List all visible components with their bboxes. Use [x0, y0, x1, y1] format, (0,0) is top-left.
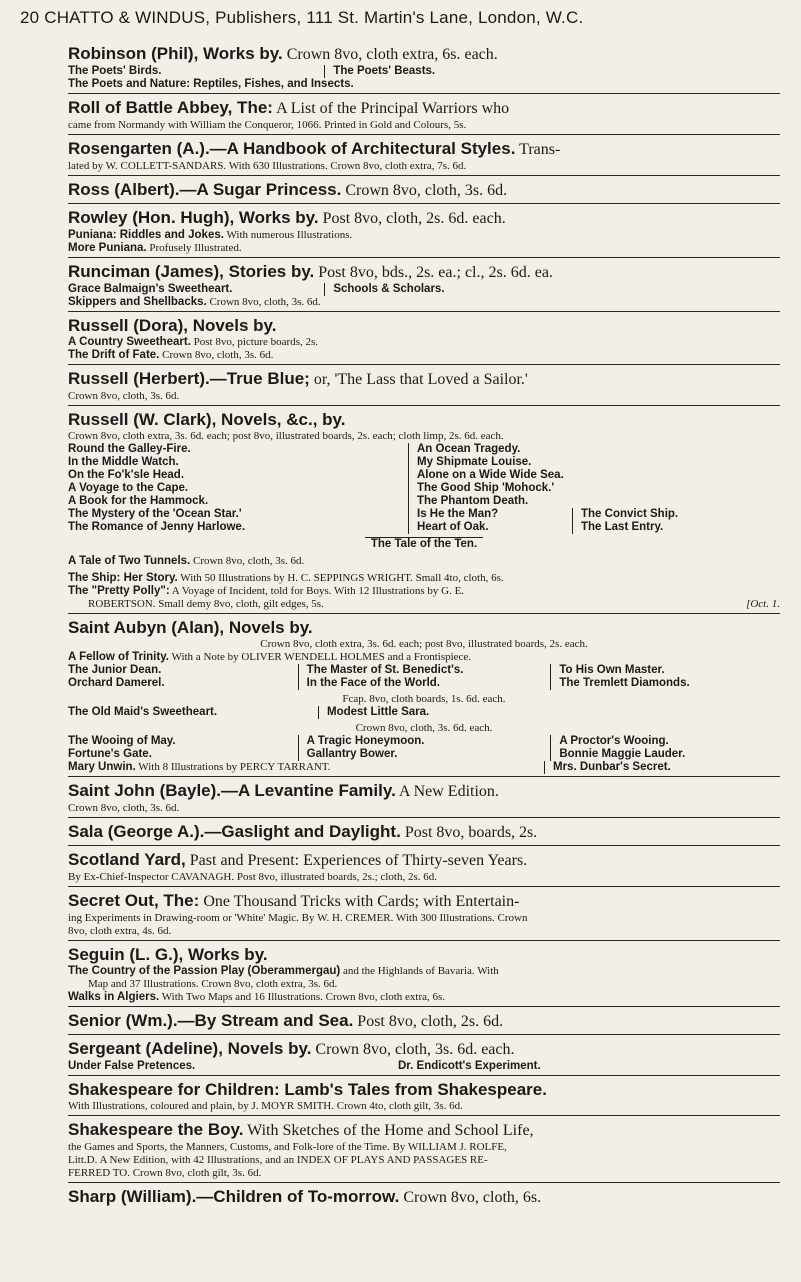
entry-heading: Senior (Wm.).—By Stream and Sea. [68, 1011, 354, 1030]
entry-russell-herbert [68, 369, 780, 406]
book-title: The Mystery of the 'Ocean Star.' [68, 508, 242, 520]
book-detail: With 8 Illustrations by PERCY TARRANT. [135, 761, 331, 773]
book-title: To His Own Master. [550, 664, 780, 677]
book-title: The Master of St. Benedict's. [298, 664, 551, 677]
entry-heading: Runciman (James), Stories by. [68, 262, 315, 281]
book-title: Grace Balmaign's Sweetheart. [68, 283, 233, 295]
book-title: The Romance of Jenny Harlowe. [68, 521, 246, 533]
entry-heading-rest: Post 8vo, cloth, 2s. 6d. each. [318, 210, 506, 227]
book-title: A Tale of Two Tunnels. [68, 555, 191, 567]
book-detail: A Voyage of Incident, told for Boys. With 12 Illustrations by G. E. [169, 585, 465, 597]
book-title: Mrs. Dunbar's Secret. [544, 761, 780, 774]
book-title: Is He the Man? [417, 508, 499, 520]
book-title: The Ship: Her Story. [68, 572, 178, 584]
entry-heading-rest: A List of the Principal Warriors who [272, 100, 510, 117]
book-title: The Poets' Birds. [68, 65, 162, 77]
entry-sergeant [68, 1039, 780, 1076]
entry-heading-rest: or, 'The Lass that Loved a Sailor.' [309, 371, 528, 388]
entry-heading: Rosengarten (A.).—A Handbook of Architectural Styles. [68, 139, 516, 158]
book-title: A Book for the Hammock. [68, 495, 209, 507]
entry-heading: Shakespeare the Boy. [68, 1120, 244, 1139]
book-title: The Old Maid's Sweetheart. [68, 706, 218, 718]
entry-heading: Russell (W. Clark), Novels, &c., by. [68, 410, 346, 429]
entry-heading: Sharp (William).—Children of To-morrow. [68, 1187, 400, 1206]
entry-russell-dora [68, 316, 780, 365]
book-title: The Tremlett Diamonds. [550, 677, 780, 690]
entry-detail: Crown 8vo, cloth extra, 3s. 6d. each; post 8vo, illustrated boards, 2s. each. [260, 638, 588, 650]
publication-date: [Oct. 1. [746, 598, 780, 610]
entry-seguin [68, 945, 780, 1007]
entry-ross [68, 180, 780, 204]
book-detail: Profusely Illustrated. [146, 242, 242, 254]
entry-heading: Sala (George A.).—Gaslight and Daylight. [68, 822, 401, 841]
entry-heading: Saint Aubyn (Alan), Novels by. [68, 618, 313, 637]
book-title: In the Middle Watch. [68, 456, 179, 468]
book-detail: Crown 8vo, cloth, 3s. 6d. [190, 555, 305, 567]
entry-secret-out [68, 891, 780, 941]
book-title: Dr. Endicott's Experiment. [398, 1060, 541, 1072]
book-title: Skippers and Shellbacks. [68, 296, 207, 308]
entry-heading-rest: Crown 8vo, cloth, 3s. 6d. each. [311, 1041, 515, 1058]
book-detail: and the Highlands of Bavaria. With [340, 965, 499, 977]
book-detail: With numerous Illustrations. [223, 229, 353, 241]
book-detail: With a Note by OLIVER WENDELL HOLMES and a Frontispiece. [168, 651, 472, 663]
entry-scotland-yard [68, 850, 780, 887]
title-column-right [408, 443, 780, 534]
entry-detail: With Illustrations, coloured and plain, by J. MOYR SMITH. Crown 4to, cloth gilt, 3s. 6d. [68, 1100, 463, 1112]
book-title: The Poets and Nature: Reptiles, Fishes, and Insects. [68, 78, 354, 90]
entry-detail: came from Normandy with William the Conqueror, 1066. Printed in Gold and Colours, 5s. [68, 119, 467, 131]
book-detail: Crown 8vo, cloth, 3s. 6d. [206, 296, 321, 308]
entry-detail: ing Experiments in Drawing-room or 'White' Magic. By W. H. CREMER. With 300 Illustrations. Crown [68, 912, 528, 924]
page-header: 20 CHATTO & WINDUS, Publishers, 111 St. Martin's Lane, London, W.C. [20, 8, 584, 27]
entry-detail: Fcap. 8vo, cloth boards, 1s. 6d. each. [342, 693, 506, 705]
entry-detail: Litt.D. A New Edition, with 42 Illustrations, and an INDEX OF PLAYS AND PASSAGES RE- [68, 1154, 488, 1166]
entry-detail: 8vo, cloth extra, 4s. 6d. [68, 925, 172, 937]
book-title: A Country Sweetheart. [68, 336, 191, 348]
book-detail: ROBERTSON. Small demy 8vo, cloth, gilt edges, 5s. [88, 598, 324, 610]
entry-detail: By Ex-Chief-Inspector CAVANAGH. Post 8vo, illustrated boards, 2s.; cloth, 2s. 6d. [68, 871, 437, 883]
book-title: On the Fo'k'sle Head. [68, 469, 185, 481]
book-title: Modest Little Sara. [318, 706, 780, 719]
book-title: Alone on a Wide Wide Sea. [417, 469, 564, 481]
book-detail: Map and 37 Illustrations. Crown 8vo, cloth extra, 3s. 6d. [88, 978, 338, 990]
entry-heading-rest: Post 8vo, cloth, 2s. 6d. [353, 1013, 504, 1030]
entry-detail: lated by W. COLLETT-SANDARS. With 630 Illustrations. Crown 8vo, cloth extra, 7s. 6d. [68, 160, 467, 172]
entry-heading: Seguin (L. G.), Works by. [68, 945, 268, 964]
book-title: Walks in Algiers. [68, 991, 160, 1003]
entry-detail: Crown 8vo, cloth, 3s. 6d. [68, 802, 180, 814]
book-detail: Crown 8vo, cloth, 3s. 6d. [159, 349, 274, 361]
entry-detail: the Games and Sports, the Manners, Customs, and Folk-lore of the Time. By WILLIAM J. ROLFE, [68, 1141, 507, 1153]
book-title: The "Pretty Polly": [68, 585, 170, 597]
entry-heading: Russell (Herbert).—True Blue; [68, 369, 310, 388]
book-title: Under False Pretences. [68, 1060, 196, 1072]
entry-senior [68, 1011, 780, 1035]
book-title: A Voyage to the Cape. [68, 482, 189, 494]
entry-heading-rest: A New Edition. [395, 783, 499, 800]
entry-heading: Saint John (Bayle).—A Levantine Family. [68, 781, 396, 800]
book-title: Orchard Damerel. [68, 677, 165, 689]
book-title: More Puniana. [68, 242, 147, 254]
entry-shakespeare-boy [68, 1120, 780, 1183]
book-title: A Proctor's Wooing. [550, 735, 780, 748]
entry-heading: Secret Out, The: [68, 891, 200, 910]
entry-heading-rest: Post 8vo, boards, 2s. [400, 824, 538, 841]
book-title: Fortune's Gate. [68, 748, 152, 760]
entry-runciman [68, 262, 780, 312]
entry-heading: Rowley (Hon. Hugh), Works by. [68, 208, 319, 227]
book-detail: With 50 Illustrations by H. C. SEPPINGS WRIGHT. Small 4to, cloth, 6s. [177, 572, 504, 584]
entry-detail: Crown 8vo, cloth, 3s. 6d. [68, 390, 180, 402]
book-title: The Phantom Death. [417, 495, 529, 507]
entry-robinson [68, 44, 780, 94]
entry-heading: Scotland Yard, [68, 850, 186, 869]
book-title: An Ocean Tragedy. [417, 443, 521, 455]
entry-sala [68, 822, 780, 846]
entry-shakespeare-children [68, 1080, 780, 1116]
book-title: The Good Ship 'Mohock.' [417, 482, 555, 494]
book-title: A Tragic Honeymoon. [298, 735, 551, 748]
book-title: In the Face of the World. [298, 677, 551, 690]
entry-heading-rest: One Thousand Tricks with Cards; with Entertain- [199, 893, 520, 910]
entry-heading: Sergeant (Adeline), Novels by. [68, 1039, 312, 1058]
book-title: The Drift of Fate. [68, 349, 160, 361]
book-title: The Last Entry. [572, 521, 780, 534]
entry-rosengarten [68, 139, 780, 176]
entry-heading-rest: With Sketches of the Home and School Life, [243, 1122, 534, 1139]
entry-heading: Roll of Battle Abbey, The: [68, 98, 273, 117]
entry-detail: Crown 8vo, cloth, 3s. 6d. each. [355, 722, 493, 734]
entry-heading-rest: Post 8vo, bds., 2s. ea.; cl., 2s. 6d. ea. [314, 264, 553, 281]
book-detail: Post 8vo, picture boards, 2s. [190, 336, 319, 348]
book-title: The Tale of the Ten. [365, 537, 483, 550]
book-title: A Fellow of Trinity. [68, 651, 169, 663]
book-title: Mary Unwin. [68, 761, 136, 773]
book-title: My Shipmate Louise. [417, 456, 532, 468]
book-title: The Poets' Beasts. [324, 65, 580, 78]
book-title: The Country of the Passion Play (Oberammergau) [68, 965, 341, 977]
entry-heading-rest: Crown 8vo, cloth, 6s. [399, 1189, 542, 1206]
title-column-left [68, 443, 408, 534]
catalogue-content [68, 44, 780, 1214]
entry-russell-clark [68, 410, 780, 614]
entry-saint-john [68, 781, 780, 818]
book-title: Heart of Oak. [417, 521, 489, 533]
book-title: The Wooing of May. [68, 735, 176, 747]
book-title: The Junior Dean. [68, 664, 162, 676]
book-title: Round the Galley-Fire. [68, 443, 191, 455]
book-title: The Convict Ship. [572, 508, 780, 521]
entry-saint-aubyn [68, 618, 780, 777]
entry-heading-rest: Past and Present: Experiences of Thirty-seven Years. [185, 852, 528, 869]
entry-heading: Shakespeare for Children: Lamb's Tales from Shakespeare. [68, 1080, 547, 1099]
book-detail: With Two Maps and 16 Illustrations. Crown 8vo, cloth extra, 6s. [159, 991, 446, 1003]
book-title: Gallantry Bower. [298, 748, 551, 761]
book-title: Schools & Scholars. [324, 283, 580, 296]
entry-detail: FERRED TO. Crown 8vo, cloth gilt, 3s. 6d. [68, 1167, 262, 1179]
entry-heading: Robinson (Phil), Works by. [68, 44, 283, 63]
entry-heading-rest: Crown 8vo, cloth, 3s. 6d. [341, 182, 508, 199]
entry-sharp [68, 1187, 780, 1210]
entry-heading-rest: Crown 8vo, cloth extra, 6s. each. [282, 46, 498, 63]
entry-rowley [68, 208, 780, 258]
entry-heading-rest: Trans- [515, 141, 561, 158]
entry-detail: Crown 8vo, cloth extra, 3s. 6d. each; post 8vo, illustrated boards, 2s. each; cloth limp, 2s. 6d. each. [68, 430, 504, 442]
book-title: Bonnie Maggie Lauder. [550, 748, 780, 761]
entry-roll-battle-abbey [68, 98, 780, 135]
book-title: Puniana: Riddles and Jokes. [68, 229, 224, 241]
entry-heading: Russell (Dora), Novels by. [68, 316, 277, 335]
entry-heading: Ross (Albert).—A Sugar Princess. [68, 180, 342, 199]
